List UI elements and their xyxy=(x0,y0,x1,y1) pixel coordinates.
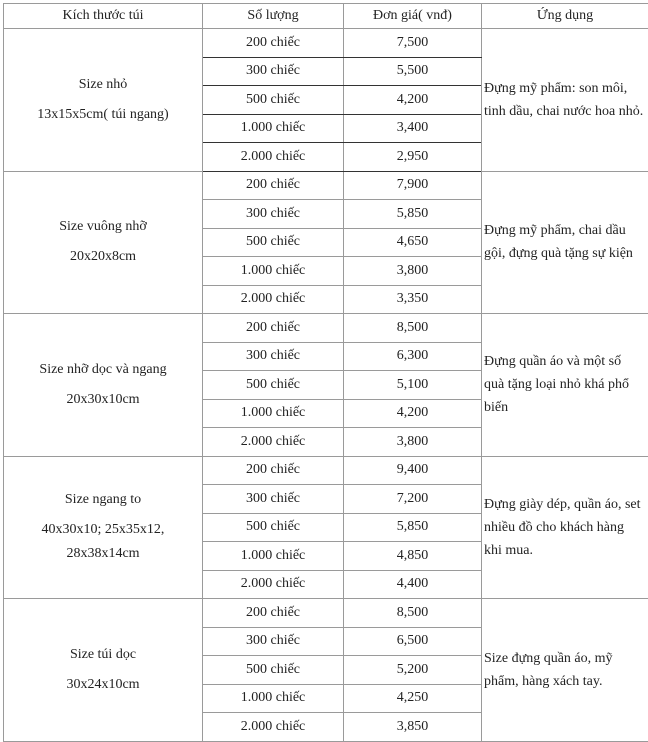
usage-cell: Đựng quần áo và một số quà tặng loại nhỏ khá phổ biến xyxy=(482,314,648,457)
header-usage: Ứng dụng xyxy=(482,4,648,29)
quantity-cell: 500 chiếc xyxy=(203,371,344,400)
size-cell xyxy=(4,29,203,172)
table-row xyxy=(4,29,648,58)
unit-price-cell: 2,950 xyxy=(344,143,482,172)
quantity-cell: 2.000 chiếc xyxy=(203,570,344,599)
quantity-cell: 200 chiếc xyxy=(203,29,344,58)
quantity-cell: 500 chiếc xyxy=(203,86,344,115)
unit-price-cell: 3,350 xyxy=(344,285,482,314)
unit-price-cell: 5,200 xyxy=(344,656,482,685)
table-body xyxy=(4,29,648,742)
size-dimensions: 30x24x10cm xyxy=(66,676,140,692)
usage-cell: Đựng mỹ phẩm: son môi, tinh dầu, chai nước hoa nhỏ. xyxy=(482,29,648,172)
unit-price-cell: 8,500 xyxy=(344,314,482,343)
unit-price-cell: 4,250 xyxy=(344,684,482,713)
unit-price-cell: 5,100 xyxy=(344,371,482,400)
quantity-cell: 200 chiếc xyxy=(203,171,344,200)
header-size: Kích thước túi xyxy=(4,4,203,29)
size-cell xyxy=(4,599,203,742)
unit-price-cell: 5,500 xyxy=(344,57,482,86)
unit-price-cell: 4,200 xyxy=(344,86,482,115)
header-row xyxy=(4,4,648,29)
unit-price-cell: 6,300 xyxy=(344,342,482,371)
size-dimensions: 20x20x8cm xyxy=(69,249,137,265)
quantity-cell: 300 chiếc xyxy=(203,342,344,371)
unit-price-cell: 4,650 xyxy=(344,228,482,257)
unit-price-cell: 7,900 xyxy=(344,171,482,200)
size-cell xyxy=(4,171,203,314)
table-row xyxy=(4,456,648,485)
quantity-cell: 300 chiếc xyxy=(203,200,344,229)
quantity-cell: 200 chiếc xyxy=(203,599,344,628)
table-row xyxy=(4,599,648,628)
unit-price-cell: 9,400 xyxy=(344,456,482,485)
unit-price-cell: 5,850 xyxy=(344,200,482,229)
quantity-cell: 300 chiếc xyxy=(203,627,344,656)
usage-cell: Size đựng quần áo, mỹ phẩm, hàng xách tay. xyxy=(482,599,648,742)
size-cell xyxy=(4,314,203,457)
quantity-cell: 300 chiếc xyxy=(203,485,344,514)
unit-price-cell: 4,400 xyxy=(344,570,482,599)
unit-price-cell: 8,500 xyxy=(344,599,482,628)
size-cell xyxy=(4,456,203,599)
quantity-cell: 1.000 chiếc xyxy=(203,399,344,428)
size-name: Size vuông nhỡ xyxy=(59,219,147,235)
size-dimensions: 28x38x14cm xyxy=(66,546,140,562)
quantity-cell: 500 chiếc xyxy=(203,513,344,542)
quantity-cell: 2.000 chiếc xyxy=(203,713,344,742)
unit-price-cell: 3,800 xyxy=(344,257,482,286)
size-dimensions: 40x30x10; 25x35x12, xyxy=(41,522,165,538)
unit-price-cell: 7,200 xyxy=(344,485,482,514)
quantity-cell: 500 chiếc xyxy=(203,656,344,685)
quantity-cell: 300 chiếc xyxy=(203,57,344,86)
quantity-cell: 200 chiếc xyxy=(203,314,344,343)
quantity-cell: 2.000 chiếc xyxy=(203,285,344,314)
usage-cell: Đựng mỹ phẩm, chai dầu gội, đựng quà tặng sự kiện xyxy=(482,171,648,314)
unit-price-cell: 4,200 xyxy=(344,399,482,428)
size-name: Size túi dọc xyxy=(69,646,137,662)
quantity-cell: 1.000 chiếc xyxy=(203,114,344,143)
table-row xyxy=(4,171,648,200)
size-dimensions: 13x15x5cm( túi ngang) xyxy=(37,106,169,122)
unit-price-cell: 5,850 xyxy=(344,513,482,542)
quantity-cell: 500 chiếc xyxy=(203,228,344,257)
size-name: Size nhỡ dọc và ngang xyxy=(39,361,167,377)
table-row xyxy=(4,314,648,343)
size-name: Size ngang to xyxy=(64,492,142,508)
unit-price-cell: 7,500 xyxy=(344,29,482,58)
quantity-cell: 200 chiếc xyxy=(203,456,344,485)
size-dimensions: 20x30x10cm xyxy=(66,391,140,407)
quantity-cell: 2.000 chiếc xyxy=(203,428,344,457)
unit-price-cell: 3,850 xyxy=(344,713,482,742)
header-quantity: Số lượng xyxy=(203,4,344,29)
unit-price-cell: 3,400 xyxy=(344,114,482,143)
header-unit-price: Đơn giá( vnđ) xyxy=(344,4,482,29)
quantity-cell: 1.000 chiếc xyxy=(203,684,344,713)
unit-price-cell: 6,500 xyxy=(344,627,482,656)
price-table xyxy=(3,3,648,742)
quantity-cell: 2.000 chiếc xyxy=(203,143,344,172)
unit-price-cell: 3,800 xyxy=(344,428,482,457)
size-name: Size nhỏ xyxy=(78,76,128,92)
quantity-cell: 1.000 chiếc xyxy=(203,257,344,286)
quantity-cell: 1.000 chiếc xyxy=(203,542,344,571)
usage-cell: Đựng giày dép, quần áo, set nhiều đồ cho khách hàng khi mua. xyxy=(482,456,648,599)
unit-price-cell: 4,850 xyxy=(344,542,482,571)
